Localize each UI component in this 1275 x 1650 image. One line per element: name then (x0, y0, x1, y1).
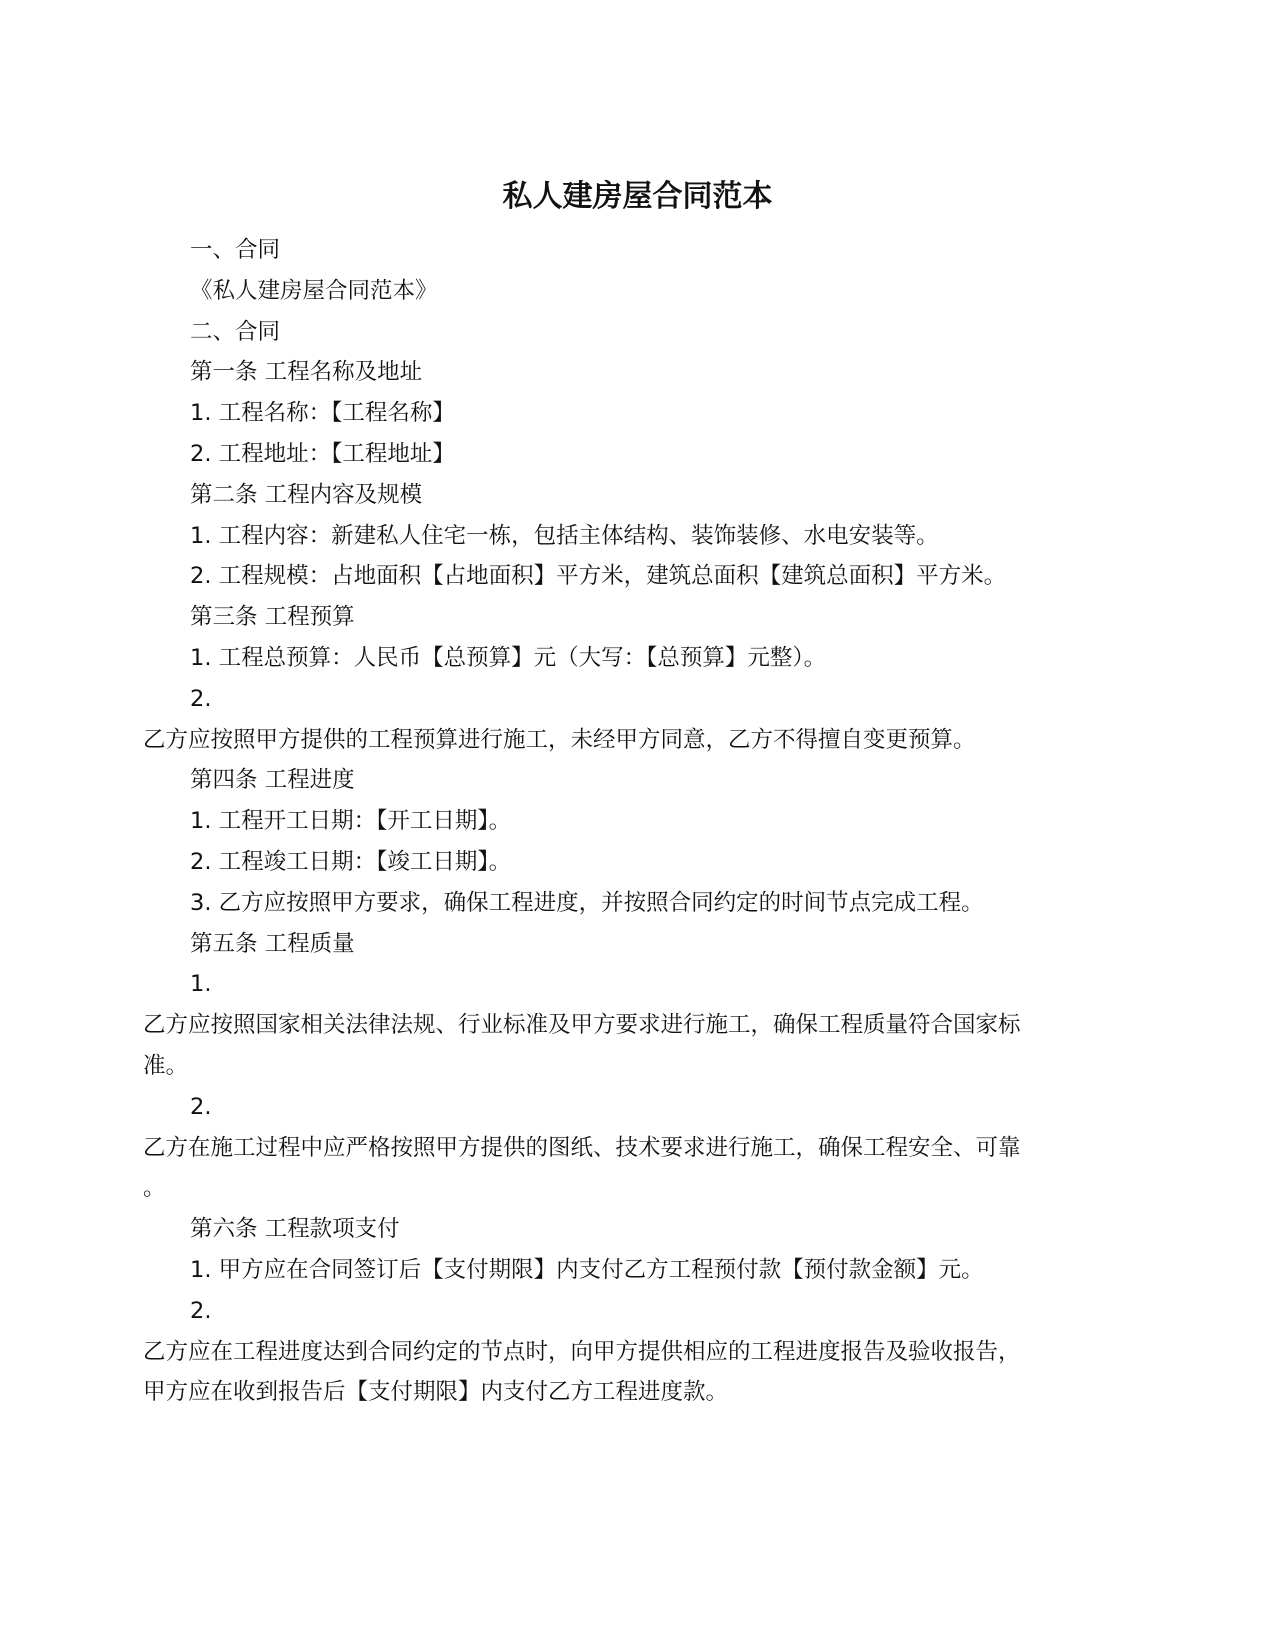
document-line: 一、合同 (190, 237, 281, 263)
document-line: 1. 工程名称：【工程名称】 (190, 400, 455, 427)
document-line: 1. 工程总预算：人民币【总预算】元（大写：【总预算】元整）。 (190, 644, 827, 671)
document-line: 2. 工程规模：占地面积【占地面积】平方米，建筑总面积【建筑总面积】平方米。 (190, 563, 1007, 590)
document-line: 乙方应在工程进度达到合同约定的节点时，向甲方提供相应的工程进度报告及验收报告， (143, 1338, 1021, 1365)
document-line: 2. 工程地址：【工程地址】 (190, 440, 455, 467)
document-line: 2. 工程竣工日期：【竣工日期】。 (190, 848, 512, 875)
document-line: 二、合同 (190, 318, 281, 345)
document-line: 1. 甲方应在合同签订后【支付期限】内支付乙方工程预付款【预付款金额】元。 (190, 1256, 984, 1283)
document-line: 。 (143, 1175, 166, 1202)
document-line: 第二条 工程内容及规模 (190, 481, 423, 508)
document-line: 1. 工程开工日期：【开工日期】。 (190, 808, 512, 835)
document-line: 甲方应在收到报告后【支付期限】内支付乙方工程进度款。 (143, 1379, 729, 1406)
document-line: 第三条 工程预算 (190, 604, 355, 631)
document-line: 1. 工程内容：新建私人住宅一栋，包括主体结构、装饰装修、水电安装等。 (190, 522, 939, 549)
document-line: 第四条 工程进度 (190, 767, 355, 794)
document-line: 乙方应按照甲方提供的工程预算进行施工，未经甲方同意，乙方不得擅自变更预算。 (143, 726, 976, 753)
document-line: 3. 乙方应按照甲方要求，确保工程进度，并按照合同约定的时间节点完成工程。 (190, 889, 984, 916)
document-line: 2. (190, 1093, 212, 1120)
document-line: 1. (190, 971, 212, 998)
document-line: 2. (190, 1297, 212, 1324)
document-line: 准。 (143, 1052, 189, 1079)
document-line: 第一条 工程名称及地址 (190, 359, 423, 386)
document-title: 私人建房屋合同范本 (502, 179, 773, 214)
document-line: 2. (190, 685, 212, 712)
document-line: 乙方在施工过程中应严格按照甲方提供的图纸、技术要求进行施工，确保工程安全、可靠 (143, 1134, 1021, 1161)
document-body (143, 230, 1083, 1413)
document-line: 第五条 工程质量 (190, 930, 355, 957)
document-line: 第六条 工程款项支付 (190, 1216, 400, 1243)
document-line: 乙方应按照国家相关法律法规、行业标准及甲方要求进行施工，确保工程质量符合国家标 (143, 1012, 1021, 1039)
document-line: 《私人建房屋合同范本》 (190, 277, 438, 304)
